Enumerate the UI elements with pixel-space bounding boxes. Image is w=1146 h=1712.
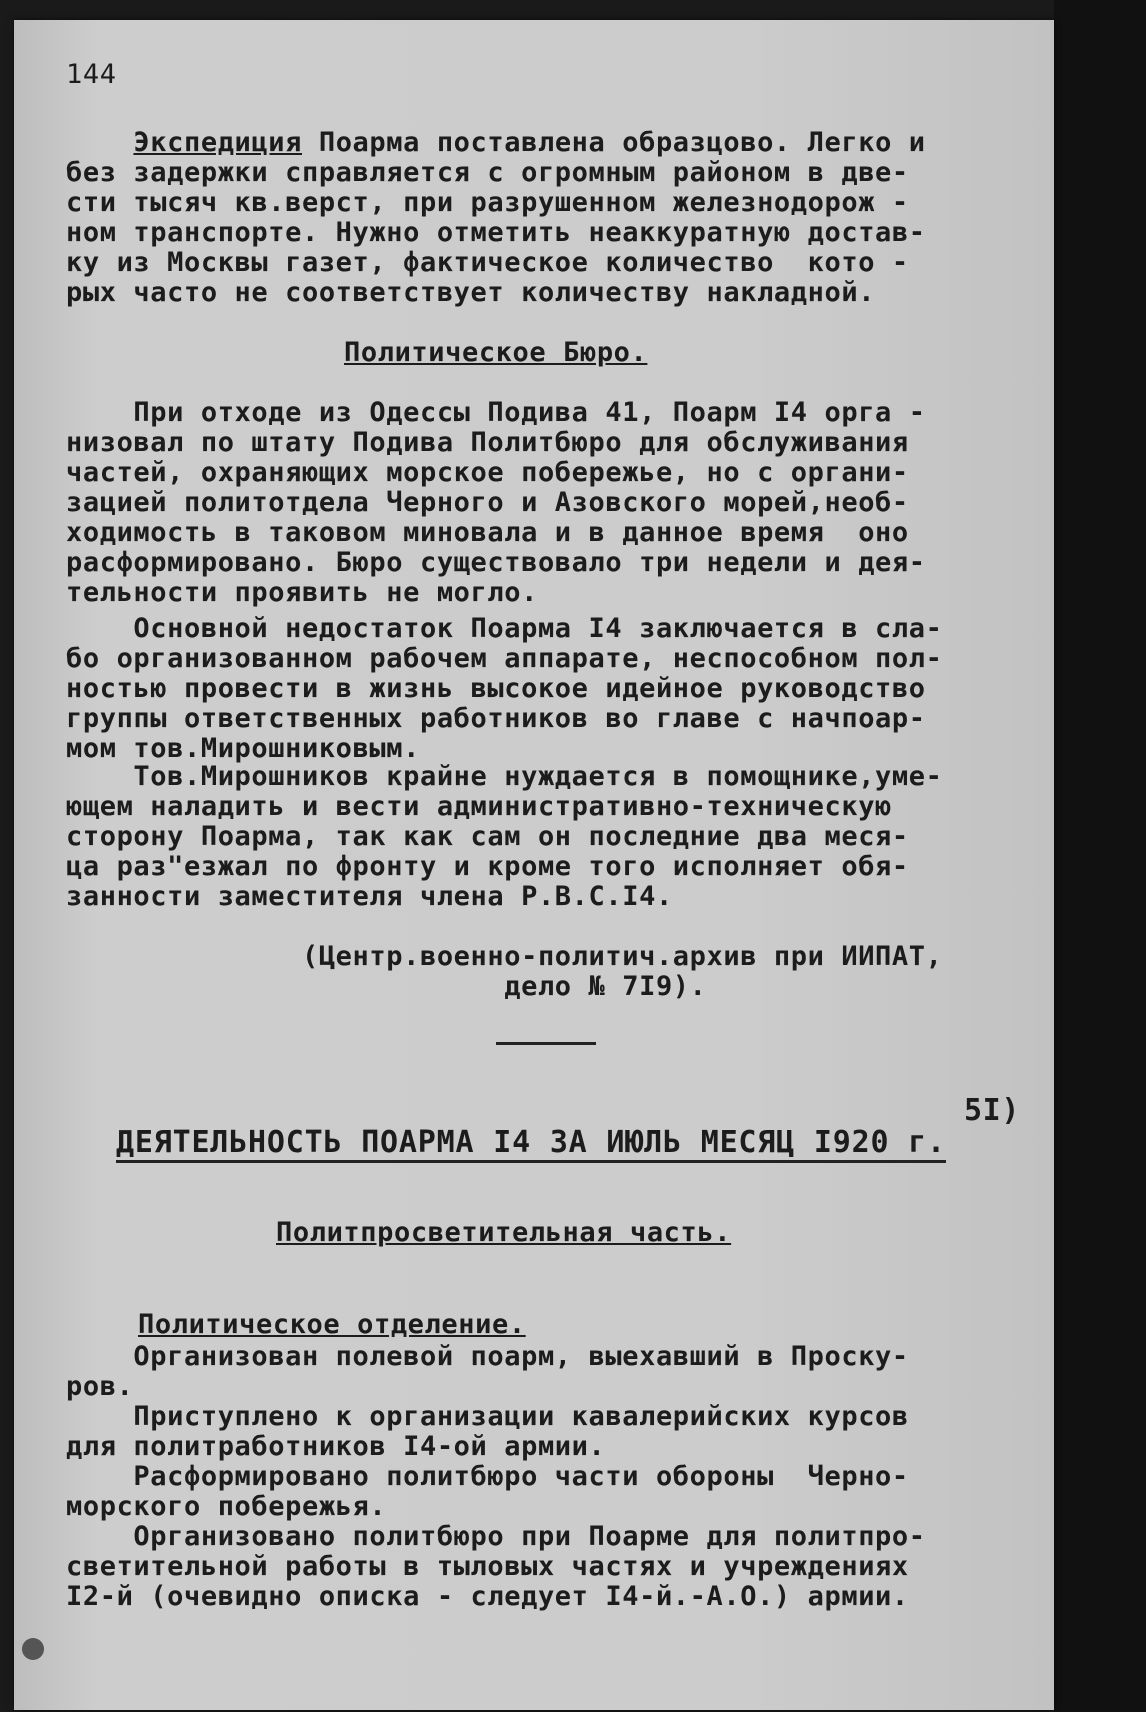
paragraph-expedition <box>66 128 926 308</box>
document-page <box>14 20 1054 1710</box>
paragraph-odessa: При отходе из Одессы Подива 41, Поарм I4 орга - низовал по штату Подива Политбюро для обслуживания частей, охраняющих морское побережье, но с органи- зацией политотдела Черного и Азовского морей,необ- ходимость в таковом миновала и в данное время оно расформировано. Бюро существовало три недели и дея- тельности проявить не могло. <box>66 397 926 608</box>
document-title: ДЕЯТЕЛЬНОСТЬ ПОАРМА I4 ЗА ИЮЛЬ МЕСЯЦ I920 г. <box>116 1128 946 1163</box>
heading-political-department <box>138 1310 526 1340</box>
underlined-word-expedition: Экспедиция <box>133 127 302 158</box>
paragraph-expedition-text: Поарма поставлена образцово. Легко и без задержки справляется с огромным районом в две- сти тысяч кв.верст, при разрушенном железнодорож - ном транспорте. Нужно отметить неаккуратную достав- ку из Москвы газет, фактическое количество кото - рых часто не соответствует количеству накладной. <box>66 127 926 308</box>
heading-political-education: Политпросветительная часть. <box>276 1217 732 1248</box>
footnote-mark: 5I) <box>964 1093 1020 1128</box>
page-number: 144 <box>66 59 117 90</box>
binding-hole-mark <box>22 1638 44 1660</box>
scan-background-right <box>1054 0 1146 1712</box>
paragraph-miroshnikov: Тов.Мирошников крайне нуждается в помощнике,уме- ющем наладить и вести административно-техническую сторону Поарма, так как сам он последние два меся- ца раз"езжал по фронту и кроме того исполняет обя- занности заместителя члена Р.В.С.I4. <box>66 761 943 912</box>
heading-political-bureau: Политическое Бюро. <box>344 337 648 368</box>
heading-political-department-period: . <box>508 1309 526 1340</box>
archive-source-citation: (Центр.военно-политич.архив при ИИПАТ, дело № 7I9). <box>301 941 943 1002</box>
heading-political-department-text: Политическое отделение <box>138 1309 509 1340</box>
paragraph-activities-list: Организован полевой поарм, выехавший в Проску- ров. Приступлено к организации кавалерийских курсов для политработников I4-ой армии. Расформировано политбюро части обороны Черно- морского побережья. Организовано политбюро при Поарме для политпро- светительной работы в тыловых частях и учреждениях I2-й (очевидно описка - следует I4-й.-А.О.) армии. <box>66 1341 926 1612</box>
paragraph-main-shortcoming: Основной недостаток Поарма I4 заключается в сла- бо организованном рабочем аппарате, неспособном пол- ностью провести в жизнь высокое идейное руководство группы ответственных работников во главе с начпоар- мом тов.Мирошниковым. <box>66 613 943 764</box>
section-divider <box>496 1042 596 1045</box>
